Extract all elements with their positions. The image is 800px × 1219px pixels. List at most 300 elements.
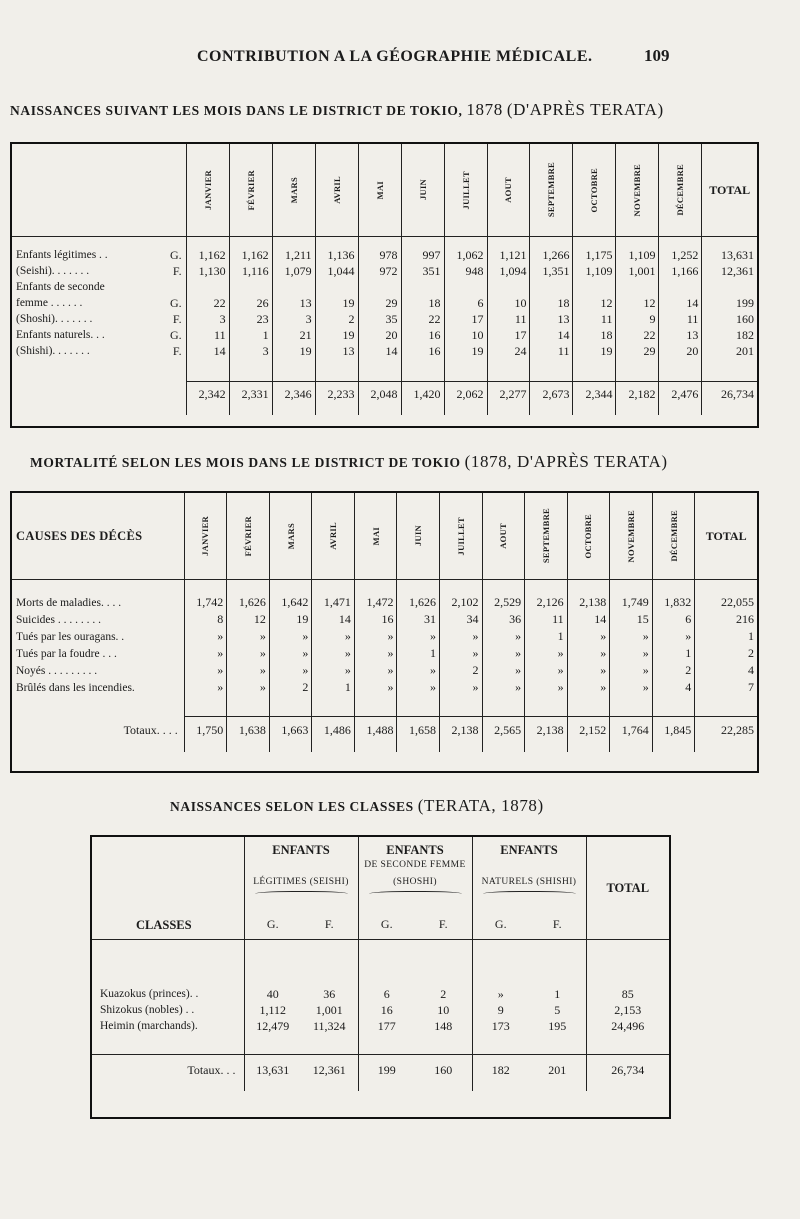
- births-row: [12, 279, 757, 295]
- births-cell: [358, 279, 401, 295]
- mortality-cell: 1: [397, 645, 440, 662]
- spacer-cell: [358, 359, 401, 381]
- births-cell: 19: [315, 327, 358, 343]
- spacer-cell: [229, 407, 272, 415]
- mortality-cell: »: [567, 645, 610, 662]
- births-cell: 22: [401, 311, 444, 327]
- group-subtitle-top: [473, 860, 586, 871]
- births-month-total: 2,233: [315, 381, 358, 407]
- spacer-cell: [227, 696, 270, 716]
- classes-cell: 195: [548, 1018, 567, 1033]
- births-cell: 351: [401, 263, 444, 279]
- spacer-cell: [440, 580, 483, 595]
- mortality-cause-label: Brûlés dans les incendies.: [16, 681, 135, 694]
- classes-cell: 40: [244, 986, 301, 1002]
- spacer-cell: [397, 696, 440, 716]
- mortality-month-total: 2,138: [525, 716, 568, 744]
- births-cell: 10: [444, 327, 487, 343]
- month-label: AVRIL: [331, 176, 342, 204]
- mortality-cell: 1,742: [184, 594, 227, 611]
- spacer-cell: [186, 407, 229, 415]
- spacer-cell: [269, 580, 312, 595]
- classes-col-total: 12,361: [301, 1055, 358, 1086]
- births-month-header: [659, 144, 702, 237]
- running-title: CONTRIBUTION A LA GÉOGRAPHIE MÉDICALE.: [197, 48, 593, 65]
- classes-totals-row: [92, 1055, 669, 1086]
- births-cell: 3: [186, 311, 229, 327]
- spacer-cell: [573, 359, 616, 381]
- mortality-cell: 1,626: [397, 594, 440, 611]
- births-cell: 3: [229, 343, 272, 359]
- mortality-cell: »: [227, 662, 270, 679]
- births-month-header: [315, 144, 358, 237]
- births-cell: 972: [358, 263, 401, 279]
- classes-cell: 36: [323, 986, 336, 1001]
- spacer-cell: [12, 580, 184, 595]
- births-by-class-table: [90, 835, 671, 1119]
- births-month-total: 2,331: [229, 381, 272, 407]
- month-label: FÉVRIER: [243, 515, 254, 557]
- spacer-cell: [530, 407, 573, 415]
- mortality-month-header: [269, 493, 312, 580]
- spacer-cell: [444, 359, 487, 381]
- spacer-cell: [301, 1085, 358, 1091]
- spacer-cell: [440, 744, 483, 752]
- spacer-cell: [567, 696, 610, 716]
- mortality-month-total: 2,565: [482, 716, 525, 744]
- mortality-cell: 1,749: [610, 594, 653, 611]
- mortality-cell: »: [227, 645, 270, 662]
- class-label: Heimin (marchands).: [100, 1020, 198, 1032]
- mortality-spacer-row: [12, 580, 757, 595]
- spacer-cell: [482, 580, 525, 595]
- classes-cell: 6: [358, 986, 415, 1002]
- month-label: MAI: [374, 180, 385, 200]
- spacer-cell: [229, 237, 272, 248]
- spacer-cell: [472, 940, 529, 987]
- births-row-total: 160: [702, 311, 757, 327]
- births-row-label: Enfants légitimes . .: [16, 249, 108, 261]
- mortality-month-header: [610, 493, 653, 580]
- spacer-cell: [315, 407, 358, 415]
- mortality-title-text: MORTALITÉ SELON LES MOIS DANS LE DISTRICT DE TOKIO: [30, 455, 461, 470]
- classes-totals-label: Totaux. . .: [92, 1055, 244, 1086]
- classes-col-total: 160: [415, 1055, 472, 1086]
- classes-header: CLASSES: [136, 918, 192, 932]
- spacer-cell: [586, 1085, 669, 1091]
- births-cell: 19: [573, 343, 616, 359]
- spacer-cell: [525, 744, 568, 752]
- births-cell: 1,094: [487, 263, 530, 279]
- month-label: MARS: [285, 522, 296, 550]
- births-table-grid: [12, 144, 757, 415]
- mortality-cell: 1: [312, 679, 355, 696]
- mortality-cell: »: [397, 662, 440, 679]
- spacer-cell: [652, 580, 695, 595]
- births-row-total: 13,631: [702, 247, 757, 263]
- mortality-month-header: [354, 493, 397, 580]
- mortality-cause-label: Tués par les ouragans. .: [16, 630, 125, 643]
- group-title: ENFANTS: [272, 843, 330, 857]
- births-month-header: [401, 144, 444, 237]
- group-subtitle: NATURELS (SHISHI): [481, 877, 577, 887]
- mortality-cause-label: Morts de maladies. . . .: [16, 596, 122, 609]
- spacer-cell: [472, 1034, 529, 1055]
- classes-cell: 148: [434, 1018, 453, 1033]
- births-header-blank: [12, 144, 170, 237]
- mortality-title: [30, 452, 668, 472]
- births-cell: 24: [487, 343, 530, 359]
- births-cell: 12: [616, 295, 659, 311]
- classes-cell: »: [472, 986, 529, 1002]
- classes-cell: 12,479: [244, 1018, 301, 1034]
- births-cell: 1,211: [272, 247, 315, 263]
- classes-cell: 1,112: [244, 1002, 301, 1018]
- mortality-cell: 2,529: [482, 594, 525, 611]
- spacer-cell: [586, 1034, 669, 1055]
- mortality-cell: »: [184, 679, 227, 696]
- mortality-cell: »: [184, 628, 227, 645]
- births-cell: 1,121: [487, 247, 530, 263]
- births-row: [12, 263, 757, 279]
- classes-spacer-row: [92, 940, 669, 987]
- births-row-total: [702, 279, 757, 295]
- classes-cell: 11,324: [312, 1018, 346, 1033]
- mortality-cell: »: [525, 645, 568, 662]
- spacer-cell: [312, 580, 355, 595]
- births-row-label: (Shoshi). . . . . . .: [16, 313, 93, 325]
- spacer-cell: [695, 580, 757, 595]
- mortality-cell: 16: [354, 611, 397, 628]
- mortality-by-month-table: [10, 491, 759, 773]
- mortality-cell: »: [482, 662, 525, 679]
- mortality-row: [12, 594, 757, 611]
- births-row: [12, 343, 757, 359]
- spacer-cell: [170, 237, 186, 248]
- spacer-cell: [229, 359, 272, 381]
- mortality-cell: 1,471: [312, 594, 355, 611]
- mortality-cell: »: [567, 679, 610, 696]
- mortality-cell: 19: [269, 611, 312, 628]
- group-title: ENFANTS: [500, 843, 558, 857]
- spacer-cell: [312, 744, 355, 752]
- births-cell: [616, 279, 659, 295]
- mortality-row-total: 1: [695, 628, 757, 645]
- mortality-cell: 11: [525, 611, 568, 628]
- month-label: SEPTEMBRE: [546, 162, 557, 218]
- births-header-row: [12, 144, 757, 237]
- births-cell: 14: [659, 295, 702, 311]
- spacer-cell: [12, 744, 184, 752]
- mortality-cell: »: [610, 662, 653, 679]
- spacer-cell: [415, 1085, 472, 1091]
- classes-row-total: 2,153: [586, 1002, 669, 1018]
- mortality-cell: 8: [184, 611, 227, 628]
- births-month-header: [358, 144, 401, 237]
- births-cell: 22: [186, 295, 229, 311]
- births-cell: 16: [401, 327, 444, 343]
- births-title-year: 1878: [466, 100, 503, 119]
- spacer-cell: [530, 359, 573, 381]
- mortality-cell: 1,832: [652, 594, 695, 611]
- births-cell: 11: [487, 311, 530, 327]
- mortality-cell: 6: [652, 611, 695, 628]
- classes-row-total: 24,496: [586, 1018, 669, 1034]
- classes-cell: 9: [472, 1002, 529, 1018]
- spacer-cell: [269, 744, 312, 752]
- births-cell: 29: [358, 295, 401, 311]
- mortality-cell: 31: [397, 611, 440, 628]
- births-month-header: [229, 144, 272, 237]
- spacer-cell: [702, 407, 757, 415]
- spacer-cell: [186, 237, 229, 248]
- mortality-month-total: 1,764: [610, 716, 653, 744]
- sex-header: F.: [438, 917, 448, 931]
- births-cell: [573, 279, 616, 295]
- births-cell: 1,166: [659, 263, 702, 279]
- spacer-cell: [358, 237, 401, 248]
- mortality-row: [12, 628, 757, 645]
- mortality-cell: »: [227, 628, 270, 645]
- spacer-cell: [695, 744, 757, 752]
- births-cell: 16: [401, 343, 444, 359]
- births-cell: 1,162: [186, 247, 229, 263]
- spacer-cell: [610, 744, 653, 752]
- spacer-cell: [702, 359, 757, 381]
- classes-group-header: [358, 837, 472, 917]
- mortality-header-row: [12, 493, 757, 580]
- spacer-cell: [616, 237, 659, 248]
- births-cell: [659, 279, 702, 295]
- births-row: [12, 311, 757, 327]
- spacer-cell: [269, 696, 312, 716]
- births-row-total: 199: [702, 295, 757, 311]
- classes-col-total: 182: [472, 1055, 529, 1086]
- births-spacer-row: [12, 237, 757, 248]
- mortality-cell: »: [312, 645, 355, 662]
- sex-header: F.: [552, 917, 562, 931]
- classes-col-total: 201: [529, 1055, 586, 1086]
- births-month-total: 2,062: [444, 381, 487, 407]
- month-label: OCTOBRE: [583, 513, 594, 559]
- mortality-cell: »: [312, 628, 355, 645]
- births-row-sex: G.: [169, 327, 182, 342]
- mortality-cell: »: [184, 662, 227, 679]
- spacer-cell: [272, 237, 315, 248]
- mortality-cell: 2: [652, 662, 695, 679]
- births-cell: [272, 279, 315, 295]
- month-label: DÉCEMBRE: [675, 164, 686, 216]
- spacer-cell: [610, 580, 653, 595]
- spacer-cell: [184, 696, 227, 716]
- births-cell: 20: [358, 327, 401, 343]
- spacer-cell: [525, 580, 568, 595]
- month-label: FÉVRIER: [245, 169, 256, 211]
- births-cell: 29: [616, 343, 659, 359]
- births-cell: 1,062: [444, 247, 487, 263]
- mortality-cell: 4: [652, 679, 695, 696]
- births-row-sex: G.: [169, 295, 182, 310]
- spacer-cell: [573, 237, 616, 248]
- spacer-cell: [482, 696, 525, 716]
- mortality-cell: »: [440, 645, 483, 662]
- mortality-cell: »: [652, 628, 695, 645]
- spacer-cell: [567, 744, 610, 752]
- spacer-cell: [397, 580, 440, 595]
- spacer-cell: [573, 407, 616, 415]
- spacer-cell: [92, 1034, 244, 1055]
- births-cell: 1: [229, 327, 272, 343]
- births-spacer-row: [12, 407, 757, 415]
- mortality-month-header: [482, 493, 525, 580]
- mortality-cause-label: Suicides . . . . . . . .: [16, 613, 101, 626]
- mortality-cell: »: [610, 645, 653, 662]
- births-cell: 997: [401, 247, 444, 263]
- births-cell: 1,109: [616, 247, 659, 263]
- births-month-total: 2,277: [487, 381, 530, 407]
- spacer-cell: [244, 1085, 301, 1091]
- mortality-spacer-row: [12, 744, 757, 752]
- month-label: MAI: [370, 526, 381, 546]
- births-row-sex: F.: [172, 263, 182, 278]
- spacer-cell: [301, 1034, 358, 1055]
- births-cell: 10: [487, 295, 530, 311]
- spacer-cell: [659, 237, 702, 248]
- classes-title-text: NAISSANCES SELON LES CLASSES: [170, 799, 414, 814]
- births-title-source: (D'APRÈS TERATA): [506, 100, 664, 119]
- mortality-row-total: 7: [695, 679, 757, 696]
- births-cell: 14: [186, 343, 229, 359]
- births-cell: 11: [530, 343, 573, 359]
- births-cell: 14: [530, 327, 573, 343]
- births-month-header: [530, 144, 573, 237]
- mortality-month-header: [184, 493, 227, 580]
- births-spacer-row: [12, 359, 757, 381]
- spacer-cell: [12, 407, 170, 415]
- spacer-cell: [415, 940, 472, 987]
- mortality-cell: 2,102: [440, 594, 483, 611]
- mortality-row: [12, 611, 757, 628]
- spacer-cell: [227, 580, 270, 595]
- classes-total-header: TOTAL: [586, 837, 669, 940]
- births-cell: 13: [315, 343, 358, 359]
- mortality-cell: »: [482, 628, 525, 645]
- classes-cell: 1,001: [315, 1002, 343, 1017]
- mortality-month-total: 2,138: [440, 716, 483, 744]
- births-cell: 13: [272, 295, 315, 311]
- page-number: 109: [644, 46, 670, 65]
- spacer-cell: [312, 696, 355, 716]
- births-cell: 13: [530, 311, 573, 327]
- mortality-cell: 2: [440, 662, 483, 679]
- births-row-label: (Seishi). . . . . . .: [16, 265, 90, 277]
- births-month-total: 1,420: [401, 381, 444, 407]
- group-subtitle-top: [245, 860, 358, 871]
- spacer-cell: [354, 744, 397, 752]
- classes-cell: 173: [472, 1018, 529, 1034]
- month-label: JUILLET: [460, 170, 471, 210]
- births-cell: 14: [358, 343, 401, 359]
- births-row-sex: G.: [169, 247, 182, 262]
- month-label: NOVEMBRE: [632, 163, 643, 217]
- classes-col-total: 199: [358, 1055, 415, 1086]
- births-cell: 20: [659, 343, 702, 359]
- births-cell: [186, 279, 229, 295]
- classes-cell: 177: [358, 1018, 415, 1034]
- births-cell: 17: [444, 311, 487, 327]
- month-label: OCTOBRE: [589, 167, 600, 213]
- spacer-cell: [184, 744, 227, 752]
- mortality-cell: 2,126: [525, 594, 568, 611]
- brace-decoration: [369, 891, 462, 898]
- spacer-cell: [487, 407, 530, 415]
- classes-spacer-row: [92, 1034, 669, 1055]
- mortality-cell: »: [567, 628, 610, 645]
- spacer-cell: [272, 407, 315, 415]
- births-cell: 1,109: [573, 263, 616, 279]
- mortality-row-total: 22,055: [695, 594, 757, 611]
- spacer-cell: [444, 237, 487, 248]
- mortality-cell: »: [440, 679, 483, 696]
- births-month-total: 2,342: [186, 381, 229, 407]
- mortality-total-header: TOTAL: [695, 493, 757, 580]
- classes-group-header: [472, 837, 586, 917]
- mortality-cell: »: [269, 645, 312, 662]
- month-label: AVRIL: [328, 522, 339, 550]
- mortality-row-total: 4: [695, 662, 757, 679]
- month-label: SEPTEMBRE: [540, 508, 551, 564]
- births-month-total: 2,673: [530, 381, 573, 407]
- births-row-sex: F.: [172, 343, 182, 358]
- births-cell: 17: [487, 327, 530, 343]
- mortality-cell: 34: [440, 611, 483, 628]
- mortality-cell: »: [269, 628, 312, 645]
- births-cell: 6: [444, 295, 487, 311]
- mortality-cell: 1: [652, 645, 695, 662]
- mortality-cell: 2,138: [567, 594, 610, 611]
- spacer-cell: [12, 359, 170, 381]
- group-subtitle-top: DE SECONDE FEMME: [364, 860, 466, 870]
- spacer-cell: [440, 696, 483, 716]
- classes-spacer-row: [92, 1085, 669, 1091]
- mortality-cell: 1,472: [354, 594, 397, 611]
- births-cell: 1,116: [229, 263, 272, 279]
- mortality-cell: »: [354, 662, 397, 679]
- spacer-cell: [695, 696, 757, 716]
- mortality-month-header: [227, 493, 270, 580]
- spacer-cell: [354, 580, 397, 595]
- mortality-cell: »: [440, 628, 483, 645]
- spacer-cell: [415, 1034, 472, 1055]
- causes-header: CAUSES DES DÉCÈS: [12, 493, 184, 580]
- spacer-cell: [170, 407, 186, 415]
- births-title-text: NAISSANCES SUIVANT LES MOIS DANS LE DISTRICT DE TOKIO,: [10, 103, 463, 118]
- births-by-month-table: [10, 142, 759, 428]
- month-label: JANVIER: [202, 170, 213, 210]
- mortality-cell: 1,642: [269, 594, 312, 611]
- spacer-cell: [586, 940, 669, 987]
- mortality-cell: 12: [227, 611, 270, 628]
- births-cell: 1,044: [315, 263, 358, 279]
- mortality-cell: »: [525, 662, 568, 679]
- month-label: AOUT: [498, 523, 509, 549]
- births-cell: 18: [530, 295, 573, 311]
- mortality-totals-row: [12, 716, 757, 744]
- classes-group-header: [244, 837, 358, 917]
- mortality-totals-label: Totaux. . . .: [123, 722, 178, 737]
- births-cell: 1,136: [315, 247, 358, 263]
- births-row-label: femme . . . . . .: [16, 297, 83, 309]
